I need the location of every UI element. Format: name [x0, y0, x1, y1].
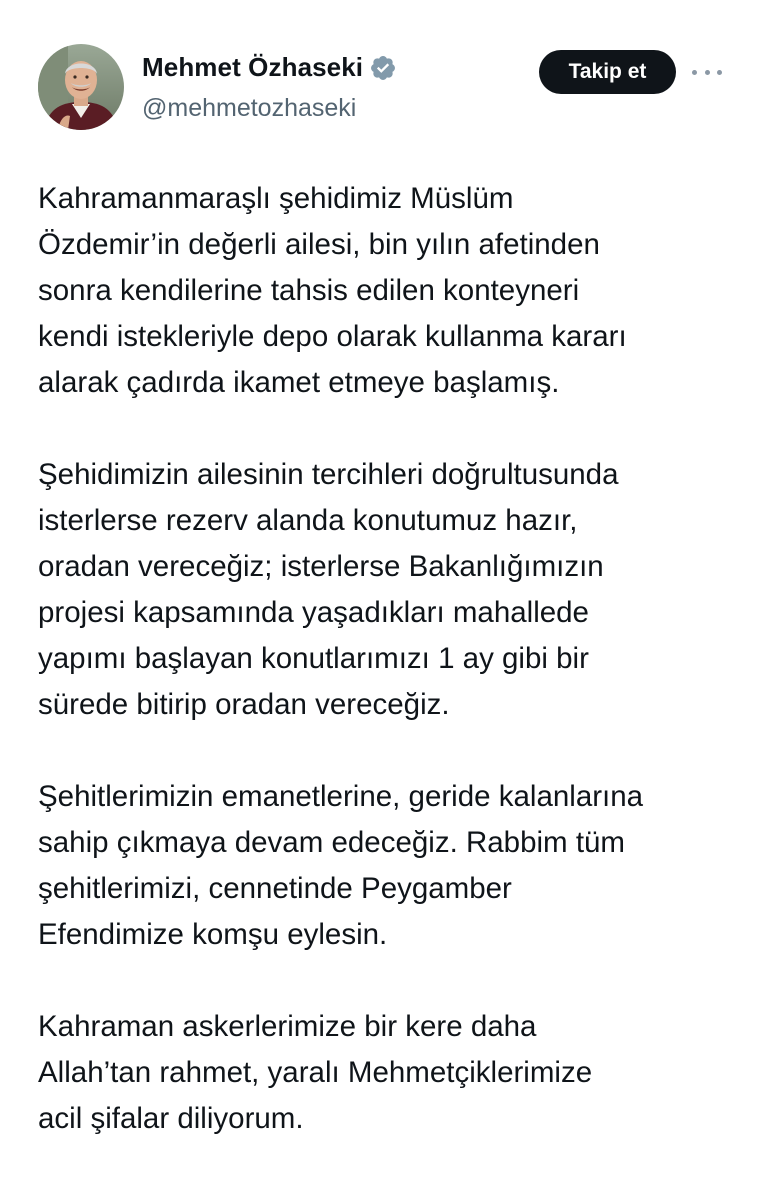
tweet-header — [38, 44, 728, 134]
more-dot — [717, 70, 722, 75]
tweet-paragraph: Kahraman askerlerimize bir kere daha Allah’tan rahmet, yaralı Mehmetçiklerimize acil şifalar diliyorum. — [38, 1010, 593, 1135]
more-dot — [705, 70, 710, 75]
tweet-paragraph: Şehitlerimizin emanetlerine, geride kalanlarına sahip çıkmaya devam edeceğiz. Rabbim tüm şehitlerimizi, cennetinde Peygamber Efendimize komşu eylesin. — [38, 780, 644, 951]
follow-button[interactable]: Takip et — [539, 50, 676, 94]
tweet-text — [38, 176, 728, 1188]
verified-badge-icon — [369, 54, 397, 82]
tweet-paragraph: Şehidimizin ailesinin tercihleri doğrultusunda isterlerse rezerv alanda konutumuz hazır, oradan vereceğiz; isterlerse Bakanlığımızın projesi kapsamında yaşadıkları mahallede yapımı başlayan konutlarımızı 1 ay gibi bir sürede bitirip oradan vereceğiz. — [38, 458, 619, 721]
profile-photo — [38, 44, 124, 130]
more-horizontal-icon[interactable] — [692, 58, 722, 86]
more-dot — [692, 70, 697, 75]
tweet-paragraph: Kahramanmaraşlı şehidimiz Müslüm Özdemir’in değerli ailesi, bin yılın afetinden sonra kendilerine tahsis edilen konteyneri kendi istekleriyle depo olarak kullanma kararı alarak çadırda ikamet etmeye başlamış. — [38, 182, 627, 399]
author-handle[interactable]: @mehmetozhaseki — [142, 94, 357, 122]
author-display-name[interactable]: Mehmet Özhaseki — [142, 52, 364, 82]
avatar[interactable] — [38, 44, 124, 130]
author-name-row — [142, 52, 397, 83]
